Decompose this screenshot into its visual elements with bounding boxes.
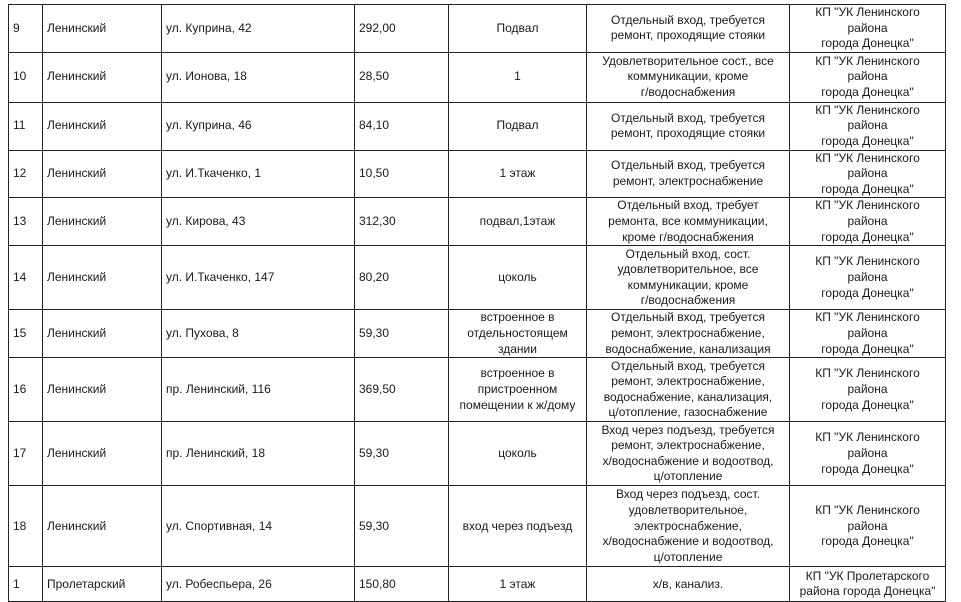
cell-premise-type: вход через подъезд (449, 486, 587, 567)
cell-district: Ленинский (43, 52, 162, 102)
cell-organization: КП "УК Ленинского района города Донецка" (790, 150, 946, 198)
cell-area: 59,30 (355, 486, 449, 567)
cell-number: 13 (9, 198, 43, 246)
cell-premise-type: 1 (449, 52, 587, 102)
cell-address: пр. Ленинский, 116 (162, 358, 355, 422)
cell-address: ул. И.Ткаченко, 1 (162, 150, 355, 198)
cell-address: пр. Ленинский, 18 (162, 422, 355, 486)
table-row (9, 52, 946, 102)
cell-number: 14 (9, 246, 43, 310)
cell-premise-type: встроенное в отдельностоящем здании (449, 310, 587, 358)
cell-condition: Отдельный вход, требуется ремонт, проходящие стояки (587, 102, 790, 150)
cell-premise-type: встроенное в пристроенном помещении к ж/дому (449, 358, 587, 422)
cell-organization: КП "УК Ленинского района города Донецка" (790, 102, 946, 150)
cell-number: 1 (9, 567, 43, 602)
cell-address: ул. Пухова, 8 (162, 310, 355, 358)
table-row (9, 486, 946, 567)
table-row (9, 567, 946, 602)
cell-organization: КП "УК Ленинского района города Донецка" (790, 486, 946, 567)
cell-organization: КП "УК Ленинского района города Донецка" (790, 52, 946, 102)
cell-premise-type: цоколь (449, 246, 587, 310)
table-row (9, 150, 946, 198)
table-row (9, 198, 946, 246)
cell-district: Ленинский (43, 150, 162, 198)
cell-condition: Отдельный вход, требуется ремонт, электроснабжение (587, 150, 790, 198)
cell-number: 15 (9, 310, 43, 358)
cell-premise-type: цоколь (449, 422, 587, 486)
cell-premise-type: 1 этаж (449, 150, 587, 198)
cell-number: 11 (9, 102, 43, 150)
cell-address: ул. Робеспьера, 26 (162, 567, 355, 602)
cell-condition: Отдельный вход, требуется ремонт, проходящие стояки (587, 5, 790, 53)
cell-organization: КП "УК Пролетарского района города Донецка" (790, 567, 946, 602)
cell-premise-type: Подвал (449, 5, 587, 53)
table-row (9, 422, 946, 486)
cell-organization: КП "УК Ленинского района города Донецка" (790, 246, 946, 310)
cell-area: 59,30 (355, 310, 449, 358)
cell-area: 292,00 (355, 5, 449, 53)
table-row (9, 358, 946, 422)
cell-address: ул. Кирова, 43 (162, 198, 355, 246)
cell-address: ул. Куприна, 42 (162, 5, 355, 53)
table-row (9, 310, 946, 358)
table-row (9, 5, 946, 53)
cell-district: Ленинский (43, 486, 162, 567)
table-body (9, 5, 946, 602)
cell-organization: КП "УК Ленинского района города Донецка" (790, 422, 946, 486)
cell-area: 369,50 (355, 358, 449, 422)
cell-number: 9 (9, 5, 43, 53)
cell-number: 17 (9, 422, 43, 486)
cell-condition: Удовлетворительное сост., все коммуникации, кроме г/водоснабжения (587, 52, 790, 102)
cell-premise-type: Подвал (449, 102, 587, 150)
cell-organization: КП "УК Ленинского района города Донецка" (790, 310, 946, 358)
table-row (9, 102, 946, 150)
cell-number: 10 (9, 52, 43, 102)
premises-table (8, 4, 946, 602)
cell-district: Ленинский (43, 246, 162, 310)
cell-condition: Отдельный вход, требует ремонта, все коммуникации, кроме г/водоснабжения (587, 198, 790, 246)
cell-area: 84,10 (355, 102, 449, 150)
cell-district: Ленинский (43, 310, 162, 358)
cell-district: Ленинский (43, 198, 162, 246)
cell-organization: КП "УК Ленинского района города Донецка" (790, 358, 946, 422)
cell-condition: х/в, канализ. (587, 567, 790, 602)
cell-area: 80,20 (355, 246, 449, 310)
cell-premise-type: подвал,1этаж (449, 198, 587, 246)
cell-district: Пролетарский (43, 567, 162, 602)
table-row (9, 246, 946, 310)
cell-area: 312,30 (355, 198, 449, 246)
cell-number: 18 (9, 486, 43, 567)
cell-premise-type: 1 этаж (449, 567, 587, 602)
cell-address: ул. Куприна, 46 (162, 102, 355, 150)
cell-organization: КП "УК Ленинского района города Донецка" (790, 198, 946, 246)
cell-area: 28,50 (355, 52, 449, 102)
cell-condition: Вход через подъезд, требуется ремонт, электроснабжение, х/водоснабжение и водоотвод, ц/отопление (587, 422, 790, 486)
cell-area: 59,30 (355, 422, 449, 486)
cell-number: 16 (9, 358, 43, 422)
cell-district: Ленинский (43, 358, 162, 422)
cell-address: ул. Спортивная, 14 (162, 486, 355, 567)
cell-district: Ленинский (43, 422, 162, 486)
cell-district: Ленинский (43, 102, 162, 150)
cell-condition: Вход через подъезд, сост. удовлетворительное, электроснабжение, х/водоснабжение и водоотвод, ц/отопление (587, 486, 790, 567)
cell-number: 12 (9, 150, 43, 198)
cell-condition: Отдельный вход, сост. удовлетворительное, все коммуникации, кроме г/водоснабжения (587, 246, 790, 310)
cell-address: ул. Ионова, 18 (162, 52, 355, 102)
cell-address: ул. И.Ткаченко, 147 (162, 246, 355, 310)
cell-area: 150,80 (355, 567, 449, 602)
cell-district: Ленинский (43, 5, 162, 53)
cell-organization: КП "УК Ленинского района города Донецка" (790, 5, 946, 53)
cell-condition: Отдельный вход, требуется ремонт, электроснабжение, водоснабжение, канализация, ц/отопление, газоснабжение (587, 358, 790, 422)
cell-area: 10,50 (355, 150, 449, 198)
cell-condition: Отдельный вход, требуется ремонт, электроснабжение, водоснабжение, канализация (587, 310, 790, 358)
